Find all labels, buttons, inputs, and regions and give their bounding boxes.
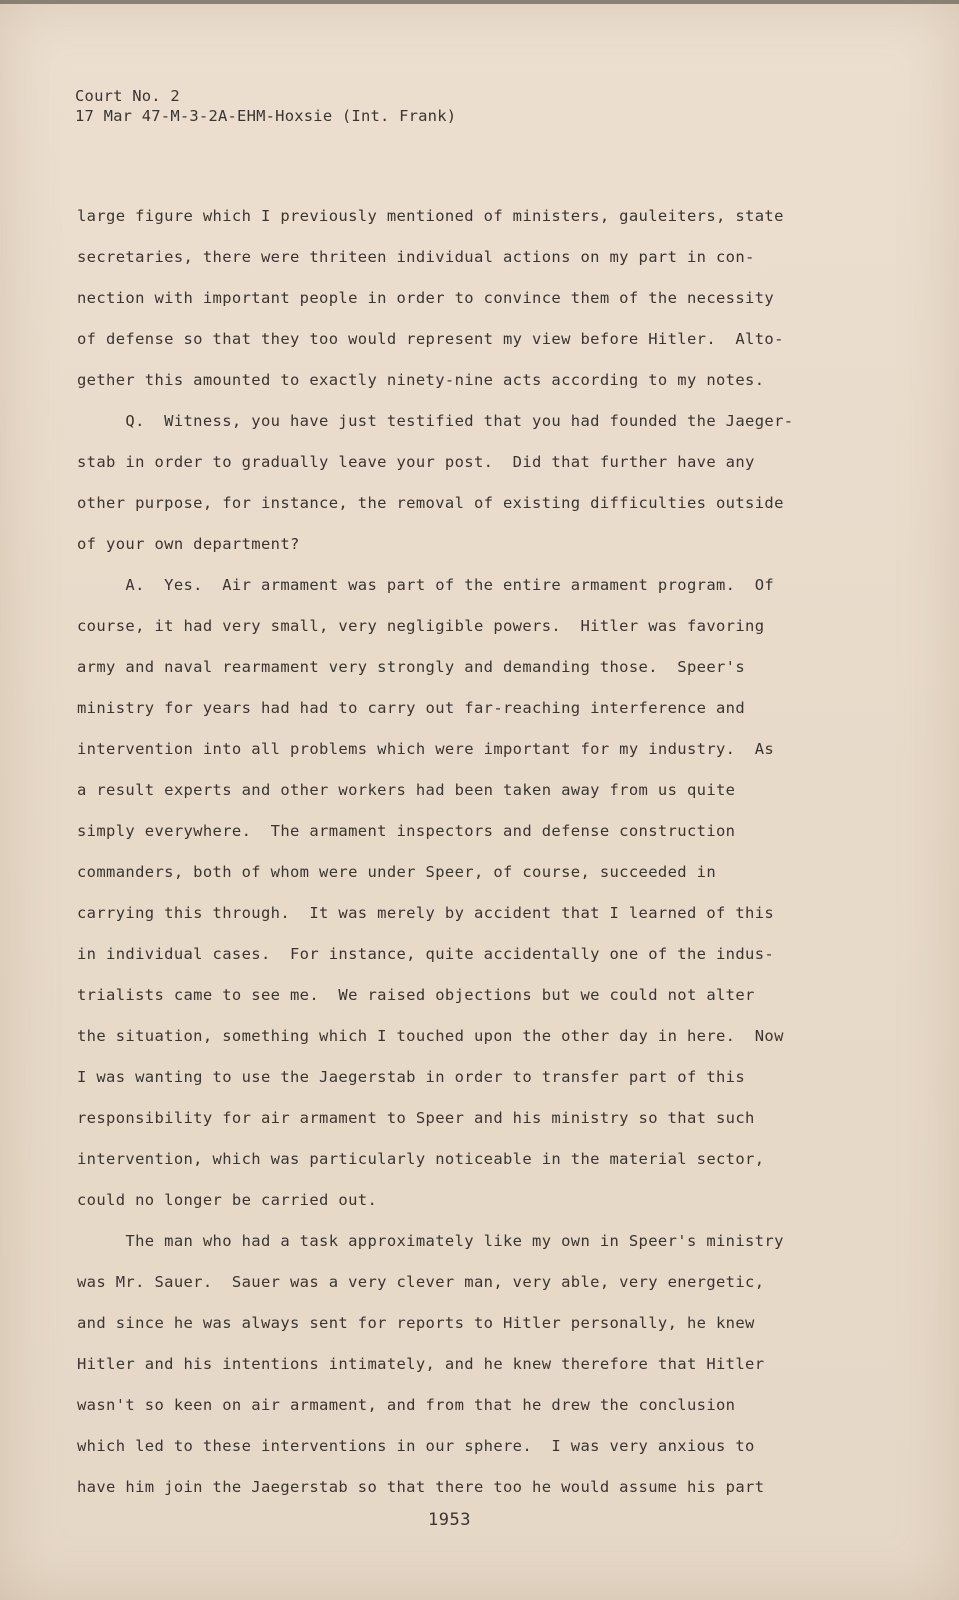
court-number: Court No. 2 xyxy=(75,87,180,105)
text-line: the situation, something which I touched upon the other day in here. Now xyxy=(77,1027,784,1045)
text-line: of defense so that they too would represent my view before Hitler. Alto- xyxy=(77,330,784,348)
text-line: a result experts and other workers had been taken away from us quite xyxy=(77,781,736,799)
text-line: secretaries, there were thriteen individual actions on my part in con- xyxy=(77,248,755,266)
question-line: Q. Witness, you have just testified that you had founded the Jaeger- xyxy=(77,412,794,430)
answer-line: A. Yes. Air armament was part of the entire armament program. Of xyxy=(77,576,775,594)
text-line: and since he was always sent for reports to Hitler personally, he knew xyxy=(77,1314,755,1332)
paragraph-start-line: The man who had a task approximately like my own in Speer's ministry xyxy=(77,1232,784,1250)
text-line: I was wanting to use the Jaegerstab in order to transfer part of this xyxy=(77,1068,746,1086)
session-reference: 17 Mar 47-M-3-2A-EHM-Hoxsie (Int. Frank) xyxy=(75,107,457,125)
text-line: other purpose, for instance, the removal of existing difficulties outside xyxy=(77,494,784,512)
text-line: carrying this through. It was merely by accident that I learned of this xyxy=(77,904,775,922)
text-line: army and naval rearmament very strongly and demanding those. Speer's xyxy=(77,658,746,676)
text-line: was Mr. Sauer. Sauer was a very clever man, very able, very energetic, xyxy=(77,1273,765,1291)
text-line: Hitler and his intentions intimately, and he knew therefore that Hitler xyxy=(77,1355,765,1373)
text-line: ministry for years had had to carry out far-reaching interference and xyxy=(77,699,746,717)
document-header xyxy=(75,86,456,126)
text-line: large figure which I previously mentioned of ministers, gauleiters, state xyxy=(77,207,784,225)
text-line: trialists came to see me. We raised objections but we could not alter xyxy=(77,986,755,1004)
page-top-edge xyxy=(0,0,959,4)
text-line: intervention, which was particularly noticeable in the material sector, xyxy=(77,1150,765,1168)
text-line: have him join the Jaegerstab so that there too he would assume his part xyxy=(77,1478,765,1496)
text-line: in individual cases. For instance, quite accidentally one of the indus- xyxy=(77,945,775,963)
text-line: which led to these interventions in our sphere. I was very anxious to xyxy=(77,1437,755,1455)
text-line: course, it had very small, very negligible powers. Hitler was favoring xyxy=(77,617,765,635)
text-line: could no longer be carried out. xyxy=(77,1191,378,1209)
text-line: intervention into all problems which were important for my industry. As xyxy=(77,740,775,758)
text-line: stab in order to gradually leave your post. Did that further have any xyxy=(77,453,755,471)
text-line: responsibility for air armament to Speer and his ministry so that such xyxy=(77,1109,755,1127)
text-line: gether this amounted to exactly ninety-nine acts according to my notes. xyxy=(77,371,765,389)
page-number: 1953 xyxy=(428,1510,471,1530)
text-line: simply everywhere. The armament inspectors and defense construction xyxy=(77,822,736,840)
text-line: wasn't so keen on air armament, and from that he drew the conclusion xyxy=(77,1396,736,1414)
testimony-body xyxy=(77,206,837,1518)
text-line: of your own department? xyxy=(77,535,300,553)
text-line: commanders, both of whom were under Speer, of course, succeeded in xyxy=(77,863,716,881)
text-line: nection with important people in order to convince them of the necessity xyxy=(77,289,775,307)
